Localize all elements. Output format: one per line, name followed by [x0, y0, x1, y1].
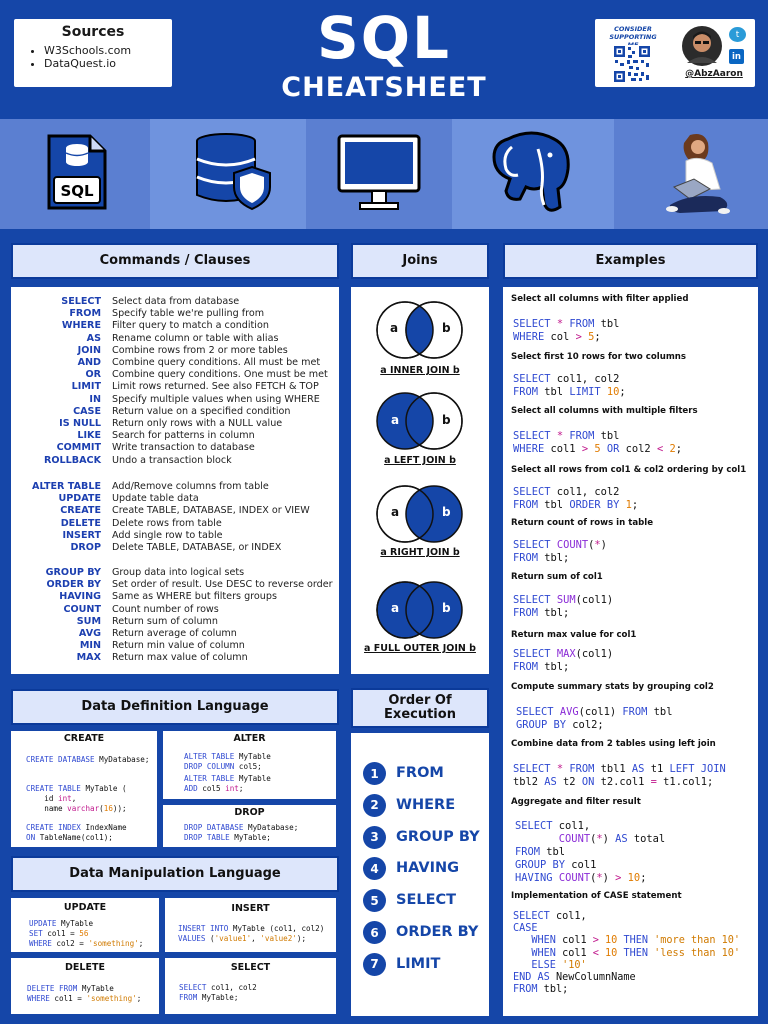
order-step-number: 4 — [363, 857, 386, 880]
source-item[interactable]: • DataQuest.io — [44, 57, 172, 70]
command-row — [12, 394, 340, 406]
svg-text:SQL: SQL — [60, 182, 94, 200]
command-row — [12, 455, 340, 467]
ddl-create-index-code: CREATE INDEX IndexName ON TableName(col1); — [26, 823, 127, 842]
qr-code-icon[interactable] — [613, 45, 651, 83]
sources-title: Sources — [61, 24, 125, 40]
command-keyword: AVG — [78, 628, 101, 639]
full-outer-join-label: a FULL OUTER JOIN b — [364, 643, 476, 654]
venn-a-label: a — [391, 505, 400, 519]
right-join-label: a RIGHT JOIN b — [380, 547, 460, 558]
example-code: SELECT col1, col2 FROM tbl ORDER BY 1; — [513, 486, 639, 511]
command-keyword: LIKE — [77, 430, 101, 442]
venn-b-label: b — [442, 321, 451, 335]
command-keyword: WHERE — [61, 320, 101, 332]
command-description: Delete rows from table — [112, 517, 222, 529]
venn-a-label: a — [391, 601, 400, 615]
command-row — [12, 296, 340, 308]
command-keyword: JOIN — [77, 344, 101, 356]
command-row — [12, 345, 340, 357]
icon-banner — [0, 119, 768, 229]
command-keyword: HAVING — [59, 591, 101, 603]
command-description: Create TABLE, DATABASE, INDEX or VIEW — [112, 505, 310, 517]
command-keyword: ORDER BY — [46, 579, 101, 591]
venn-a-label: a — [390, 321, 399, 335]
command-description: Update table data — [112, 493, 199, 505]
command-row — [12, 628, 340, 640]
example-code: SELECT MAX(col1) FROM tbl; — [513, 648, 614, 673]
joins-header: Joins — [351, 243, 489, 279]
command-description: Write transaction to database — [112, 442, 255, 454]
example-code: SELECT * FROM tbl WHERE col1 > 5 OR col2 < 2; — [513, 430, 683, 455]
example-code: SELECT col1, CASE WHEN col1 > 10 THEN 'more than 10' WHEN col1 < 10 THEN 'less than 10' ELSE '10' END AS NewColumnName FROM tbl; — [513, 911, 741, 996]
command-row — [12, 308, 340, 320]
command-keyword: DROP — [70, 542, 101, 553]
command-description: Return max value of column — [112, 652, 248, 664]
order-step-number: 3 — [363, 826, 386, 849]
monitor-icon — [336, 133, 422, 213]
left-join-label: a LEFT JOIN b — [384, 455, 456, 466]
order-step-label: WHERE — [396, 796, 456, 813]
example-label: Implementation of CASE statement — [511, 891, 682, 901]
command-keyword: AS — [86, 332, 101, 344]
dml-select-title: SELECT — [230, 962, 271, 973]
command-description: Group data into logical sets — [112, 567, 245, 578]
support-box — [595, 19, 755, 87]
ddl-drop-code: DROP DATABASE MyDatabase; DROP TABLE MyTable; — [184, 823, 299, 842]
inner-join-label: a INNER JOIN b — [380, 365, 460, 376]
secure-database-icon — [194, 133, 274, 213]
page-title: SQL — [316, 4, 452, 72]
command-description: Return only rows with a NULL value — [112, 418, 283, 429]
dml-insert-code: INSERT INTO MyTable (col1, col2) VALUES ('value1', 'value2'); — [178, 924, 325, 943]
example-label: Return sum of col1 — [511, 572, 603, 582]
ddl-alter-code-1: ALTER TABLE MyTable DROP COLUMN col5; — [184, 752, 271, 771]
order-step-label: GROUP BY — [396, 828, 480, 845]
sql-file-icon — [46, 133, 108, 211]
command-row — [12, 481, 340, 493]
examples-header: Examples — [503, 243, 758, 279]
command-description: Add single row to table — [112, 529, 223, 541]
command-description: Combine rows from 2 or more tables — [112, 344, 288, 356]
order-step-label: ORDER BY — [396, 924, 479, 940]
page-subtitle: CHEATSHEET — [281, 72, 487, 103]
dml-header: Data Manipulation Language — [11, 856, 339, 892]
command-description: Search for patterns in column — [112, 430, 255, 442]
venn-b-label: b — [442, 601, 451, 615]
order-step-number: 6 — [363, 921, 386, 944]
ddl-create-table-code: CREATE TABLE MyTable ( id int, name varchar(16)); — [26, 784, 127, 813]
command-row — [12, 591, 340, 603]
example-code: SELECT col1, col2 FROM tbl LIMIT 10; — [513, 373, 626, 398]
example-code: SELECT COUNT(*) FROM tbl; — [513, 539, 607, 564]
example-label: Aggregate and filter result — [511, 797, 641, 807]
command-row — [12, 369, 340, 381]
command-keyword: IS NULL — [59, 418, 101, 429]
command-keyword: CREATE — [60, 505, 101, 517]
command-description: Specify table we're pulling from — [112, 308, 265, 320]
command-description: Count number of rows — [112, 603, 219, 615]
command-keyword: INSERT — [62, 529, 101, 541]
command-keyword: ALTER TABLE — [32, 481, 101, 492]
avatar[interactable] — [681, 25, 723, 67]
command-keyword: SUM — [76, 615, 101, 627]
command-description: Select data from database — [112, 296, 240, 307]
dml-insert-title: INSERT — [231, 903, 270, 914]
command-row — [12, 640, 340, 652]
command-keyword: ROLLBACK — [44, 454, 101, 466]
example-label: Return count of rows in table — [511, 518, 654, 528]
ddl-drop-title: DROP — [234, 807, 265, 818]
command-keyword: CASE — [73, 405, 101, 417]
order-step-label: LIMIT — [396, 955, 441, 972]
ddl-header: Data Definition Language — [11, 689, 339, 725]
example-label: Return max value for col1 — [511, 630, 637, 640]
ddl-create-title: CREATE — [63, 733, 105, 744]
command-row — [12, 616, 340, 628]
ddl-create-db-code: CREATE DATABASE MyDatabase; — [26, 755, 150, 764]
venn-a-label: a — [391, 413, 400, 427]
command-keyword: AND — [77, 357, 101, 368]
support-handle[interactable]: @AbzAaron — [685, 69, 743, 79]
command-row — [12, 652, 340, 664]
command-row — [12, 518, 340, 530]
command-keyword: MIN — [79, 640, 101, 652]
source-item[interactable]: • W3Schools.com — [44, 44, 172, 57]
command-keyword: IN — [89, 393, 101, 405]
twitter-icon[interactable]: t — [729, 27, 746, 42]
example-label: Select first 10 rows for two columns — [511, 352, 687, 362]
command-keyword: FROM — [69, 308, 101, 320]
command-description: Rename column or table with alias — [112, 332, 279, 344]
command-row — [12, 493, 340, 505]
joins-diagrams — [351, 287, 489, 674]
dml-delete-title: DELETE — [65, 962, 105, 973]
command-row — [12, 406, 340, 418]
command-keyword: MAX — [76, 652, 101, 664]
command-description: Combine query conditions. One must be met — [112, 369, 328, 381]
command-keyword: COUNT — [63, 603, 101, 615]
dml-select-code: SELECT col1, col2 FROM MyTable; — [179, 983, 257, 1002]
person-with-laptop-icon — [650, 127, 740, 221]
example-label: Combine data from 2 tables using left join — [511, 739, 716, 749]
dml-delete-code: DELETE FROM MyTable WHERE col1 = 'something'; — [27, 984, 142, 1003]
example-code: SELECT * FROM tbl1 AS t1 LEFT JOIN tbl2 AS t2 ON t2.col1 = t1.col1; — [513, 763, 726, 788]
command-row — [12, 320, 340, 332]
command-description: Same as WHERE but filters groups — [112, 591, 277, 603]
command-keyword: UPDATE — [58, 493, 101, 505]
order-step-number: 5 — [363, 889, 386, 912]
support-text: CONSIDER SUPPORTING — [609, 25, 657, 41]
order-header: Order Of Execution — [351, 688, 489, 728]
example-code: SELECT col1, COUNT(*) AS total FROM tbl GROUP BY col1 HAVING COUNT(*) > 10; — [515, 820, 666, 884]
order-step-label: SELECT — [396, 892, 457, 909]
order-step-label: FROM — [396, 765, 444, 781]
command-row — [12, 418, 340, 430]
command-row — [12, 542, 340, 554]
ddl-alter-code-2: ALTER TABLE MyTable ADD col5 int; — [184, 774, 271, 793]
command-row — [12, 604, 340, 616]
command-keyword: OR — [85, 369, 101, 381]
venn-b-label: b — [442, 505, 451, 519]
order-step-number: 2 — [363, 794, 386, 817]
example-label: Compute summary stats by grouping col2 — [511, 682, 714, 692]
linkedin-icon[interactable]: in — [729, 49, 744, 64]
command-description: Return min value of column — [112, 640, 245, 652]
command-description: Return average of column — [112, 628, 237, 639]
command-row — [12, 505, 340, 517]
order-step-number: 7 — [363, 953, 386, 976]
dml-update-code: UPDATE MyTable SET col1 = 56 WHERE col2 = 'something'; — [29, 919, 144, 948]
example-label: Select all rows from col1 & col2 ordering by col1 — [511, 465, 747, 475]
command-keyword: GROUP BY — [45, 567, 101, 578]
order-step-number: 1 — [363, 762, 386, 785]
command-keyword: SELECT — [61, 296, 101, 307]
command-description: Filter query to match a condition — [112, 320, 269, 332]
command-row — [12, 579, 340, 591]
command-row — [12, 430, 340, 442]
order-step-label: HAVING — [396, 860, 460, 877]
command-keyword: COMMIT — [56, 442, 101, 454]
command-description: Delete TABLE, DATABASE, or INDEX — [112, 542, 282, 553]
command-row — [12, 530, 340, 542]
command-description: Combine query conditions. All must be met — [112, 357, 321, 368]
example-code: SELECT AVG(col1) FROM tbl GROUP BY col2; — [516, 706, 673, 731]
example-label: Select all columns with filter applied — [511, 294, 689, 304]
command-description: Return sum of column — [112, 615, 218, 627]
postgres-elephant-icon — [488, 129, 576, 217]
command-keyword: DELETE — [60, 517, 101, 529]
command-description: Undo a transaction block — [112, 454, 232, 466]
ddl-alter-title: ALTER — [233, 733, 266, 744]
command-keyword: LIMIT — [71, 381, 101, 393]
command-description: Limit rows returned. See also FETCH & TOP — [112, 381, 319, 393]
venn-b-label: b — [442, 413, 451, 427]
example-code: SELECT SUM(col1) FROM tbl; — [513, 594, 614, 619]
command-row — [12, 357, 340, 369]
command-row — [12, 567, 340, 579]
command-row — [12, 381, 340, 393]
command-description: Set order of result. Use DESC to reverse order — [112, 579, 333, 591]
example-code: SELECT * FROM tbl WHERE col > 5; — [513, 318, 620, 343]
command-description: Add/Remove columns from table — [112, 481, 269, 492]
commands-header: Commands / Clauses — [11, 243, 339, 279]
command-description: Return value on a specified condition — [112, 405, 291, 417]
command-row — [12, 333, 340, 345]
command-row — [12, 442, 340, 454]
dml-update-title: UPDATE — [63, 902, 107, 913]
command-description: Specify multiple values when using WHERE — [112, 393, 320, 405]
example-label: Select all columns with multiple filters — [511, 406, 698, 416]
